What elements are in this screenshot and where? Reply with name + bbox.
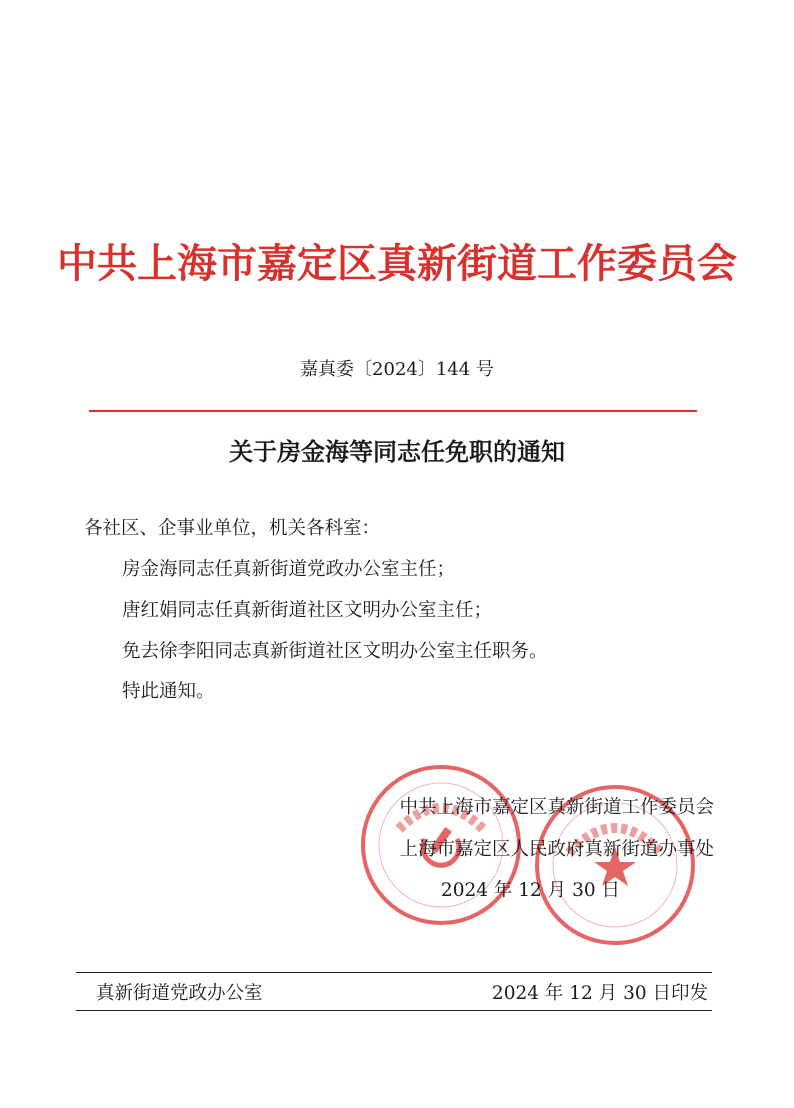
notice-title: 关于房金海等同志任免职的通知 — [229, 437, 565, 466]
signer-sub-district-office: 上海市嘉定区人民政府真新街道办事处 — [399, 839, 714, 860]
document-number: 嘉真委〔2024〕144 号 — [300, 359, 494, 380]
footer-issuing-office: 真新街道党政办公室 — [96, 983, 263, 1004]
footer-bottom-rule — [76, 1010, 712, 1011]
footer-top-rule — [76, 972, 712, 973]
footer-print-date: 2024 年 12 月 30 日印发 — [491, 983, 708, 1004]
issuer-header-title: 中共上海市嘉定区真新街道工作委员会 — [57, 240, 737, 287]
body-paragraph: 免去徐李阳同志真新街道社区文明办公室主任职务。 — [122, 641, 548, 662]
body-paragraph: 唐红娟同志任真新街道社区文明办公室主任； — [122, 600, 493, 621]
body-paragraph: 房金海同志任真新街道党政办公室主任； — [122, 559, 456, 580]
red-divider — [89, 410, 697, 412]
signer-party-committee: 中共上海市嘉定区真新街道工作委员会 — [399, 797, 714, 818]
closing-line: 特此通知。 — [122, 681, 215, 702]
signature-date: 2024 年 12 月 30 日 — [440, 880, 620, 901]
salutation: 各社区、企事业单位，机关各科室： — [84, 518, 381, 539]
